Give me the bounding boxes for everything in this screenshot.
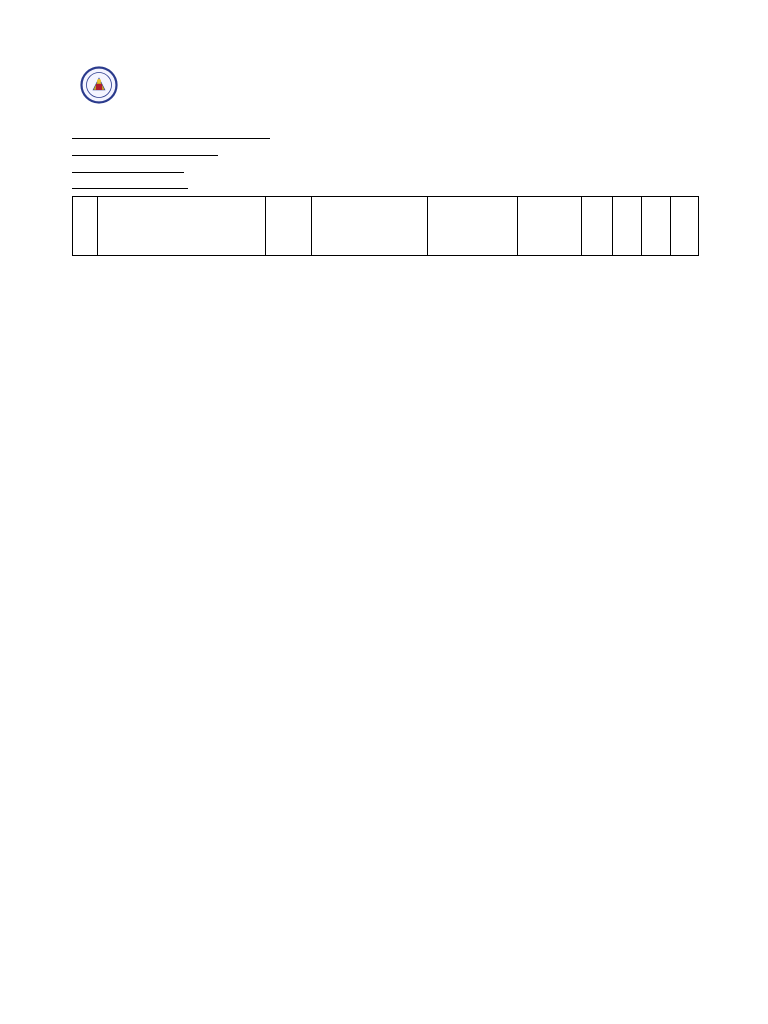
header-bmi [671, 197, 699, 256]
header-height [642, 197, 671, 256]
deped-seal-icon [77, 66, 121, 104]
header-sex [266, 197, 312, 256]
header-no [73, 197, 98, 256]
school-id-blank[interactable] [72, 179, 188, 189]
header-date-of-birth [428, 197, 518, 256]
city-blank[interactable] [72, 146, 218, 156]
header-name [98, 197, 266, 256]
header-age [582, 197, 613, 256]
city-field [72, 146, 218, 158]
school-id-field [72, 179, 188, 191]
school-blank[interactable] [72, 163, 184, 173]
beneficiaries-table-page1 [72, 196, 699, 256]
principal-field [584, 130, 592, 140]
header-weight [613, 197, 642, 256]
division-field [72, 129, 270, 141]
table-header-row [73, 197, 699, 256]
division-blank[interactable] [72, 129, 270, 139]
header-date-of-weighing [518, 197, 582, 256]
header-grade-section [312, 197, 428, 256]
school-field [72, 163, 184, 175]
